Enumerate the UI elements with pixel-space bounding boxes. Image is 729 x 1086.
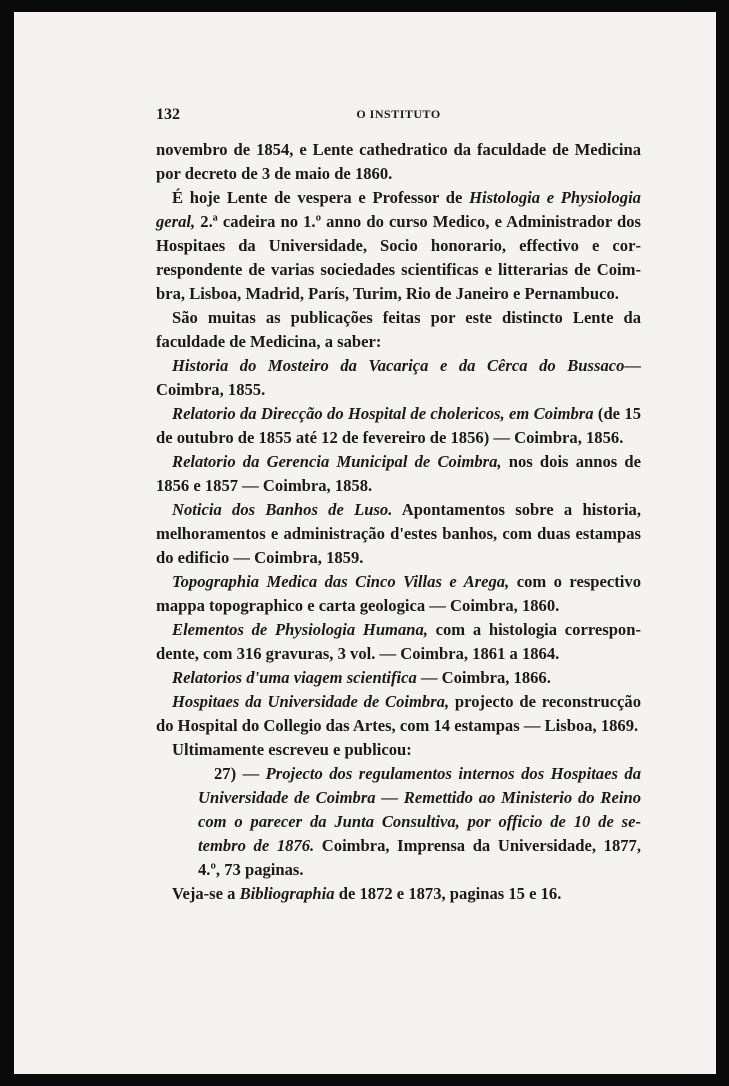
text-run: Ultimamente escreveu e publicou: [172, 740, 412, 759]
paragraph [156, 690, 641, 738]
italic-title: Historia do Mosteiro da Vacariça e da Cêrca do Bussaco [172, 356, 625, 375]
text-run: projecto de reconstrucção do Hospital do Collegio das Artes, com 14 estampas — Lisboa, 1869. [156, 692, 641, 735]
page-number: 132 [156, 106, 180, 123]
italic-title: Hospitaes da Universidade de Coimbra, [172, 692, 450, 711]
book-page [14, 12, 716, 1074]
paragraph [156, 186, 641, 306]
running-title: O INSTITUTO [356, 107, 441, 121]
italic-title: Relatorio da Gerencia Municipal de Coimbra, [172, 452, 502, 471]
paragraph [156, 570, 641, 618]
paragraph [156, 354, 641, 402]
paragraph [156, 306, 641, 354]
paragraph [156, 498, 641, 570]
text-run: Apontamentos sobre a historia, melhoramentos e administração d'estes banhos, com duas estampas do edificio — Coimbra, 1859. [156, 500, 641, 567]
italic-title: Relatorio da Direcção do Hospital de cholericos, em Coimbra [172, 404, 594, 423]
italic-title: Elementos de Physiologia Humana, [172, 620, 428, 639]
paragraph [156, 618, 641, 666]
text-run: Coimbra, Imprensa da Universidade, 1877, 4.º, 73 paginas. [198, 836, 641, 879]
text-run: 2.ª cadeira no 1.º anno do curso Medico, e Administrador dos Hospitaes da Universidade, Socio honorario, effectivo e correspondente de varias sociedades scientificas e litterarias de Coimbra, Lisboa, Madrid, París, Turim, Rio de Janeiro e Pernambuco. [156, 212, 641, 303]
text-run: novembro de 1854, e Lente cathedratico da faculdade de Medicina por decreto de 3 de maio de 1860. [156, 140, 641, 183]
text-run: com a histologia correspondente, com 316 gravuras, 3 vol. — Coimbra, 1861 a 1864. [156, 620, 641, 663]
text-run: 27) — [214, 764, 266, 783]
text-run: de 1872 e 1873, paginas 15 e 16. [334, 884, 562, 903]
text-run: nos dois annos de 1856 e 1857 — Coimbra, 1858. [156, 452, 641, 495]
paragraph [156, 738, 641, 762]
italic-title: Noticia dos Banhos de Luso. [172, 500, 393, 519]
italic-title: Projecto dos regulamentos internos dos Hospitaes da Universidade de Coimbra — Remettido ao Ministerio do Reino com o parecer da Junta Consultiva, por officio de 10 de setembro de 1876. [198, 764, 641, 855]
paragraph [156, 450, 641, 498]
paragraph [156, 882, 641, 906]
text-run: É hoje Lente de vespera e Professor de [172, 188, 470, 207]
italic-title: Bibliographia [239, 884, 335, 903]
paragraph [156, 402, 641, 450]
italic-title: Histologia e Physiologia geral, [156, 188, 641, 231]
italic-title: Relatorios d'uma viagem scientifica [172, 668, 417, 687]
text-run: Veja-se a [172, 884, 240, 903]
paragraph [156, 666, 641, 690]
text-run: São muitas as publicações feitas por este distincto Lente da faculdade de Medicina, a saber: [156, 308, 641, 351]
text-run: — Coimbra, 1866. [416, 668, 551, 687]
body-text [156, 138, 641, 906]
running-header [156, 106, 641, 126]
text-run: (de 15 de outubro de 1855 até 12 de fevereiro de 1856) — Coimbra, 1856. [156, 404, 641, 447]
paragraph [156, 138, 641, 186]
list-item [156, 762, 641, 882]
text-run: com o respectivo mappa topographico e carta geologica — Coimbra, 1860. [156, 572, 641, 615]
italic-title: Topographia Medica das Cinco Villas e Arega, [172, 572, 510, 591]
text-run: — Coimbra, 1855. [156, 356, 641, 399]
